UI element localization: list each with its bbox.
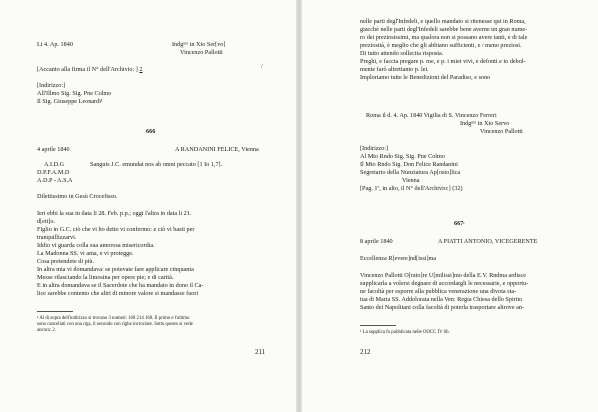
body-line: ne facoltà per esporre alla pubblica venerazione una divota sta- [360, 288, 517, 295]
archive-note [37, 66, 142, 74]
page-number: 212 [360, 348, 371, 356]
archive-note: [Pag. 1ª, in alto, il N° dell'Archivio:] (32) [360, 185, 463, 192]
footnote-marker: ¹ [463, 221, 465, 226]
footnote-line: ¹ Al di sopra dell'indirizzo si trovano 3 numeri: 168 214 168. Il primo e l'ultimo [37, 316, 190, 321]
body-line: Ieri ebbi la sua in data li 28. Feb. p.p.; oggi l'altra in data li 21. [37, 210, 192, 217]
body-line: preziosità, è meglio che gli abbiano sufficienti, e / meno preziosi. [360, 42, 522, 49]
body-line: Messe rilasciando la limosina per opere pie; e di carità. [37, 274, 174, 281]
address-line: Vienna [402, 177, 420, 184]
body-line: Preghi, e faccia pregare p. me, e p. i miei vivi, e defonti e io debol- [360, 58, 526, 65]
letter-number-value: 667 [454, 220, 464, 227]
archive-number: 2 [139, 66, 143, 73]
body-line: Iddio vi guarda colla sua amorosa misericordia. [37, 242, 155, 249]
body-line: nelle parti degl'Infedeli, e quello mandato si ritenesse qui in Roma, [360, 18, 526, 25]
body-line: In altra mia vi domandava: se potevate fare applicare cinquanta [37, 266, 194, 273]
body-line: supplicarla a volersi degnare di accordargli le necessarie, e opportu- [360, 280, 529, 287]
recipient-heading: A RANDANINI FELICE, Vienna [175, 146, 259, 153]
footnote-rule [360, 325, 396, 326]
salutation: Dilettissimo in Gesù Crocefisso. [37, 193, 118, 200]
letter-date: 8 aprile 1840 [360, 238, 393, 245]
heading-initials: A.I.D.G [44, 161, 65, 168]
body-line: Cosa pretendete di più. [37, 258, 95, 265]
closing-line: Roma il d. 4. Ap. 1840 Vigilia di S. Vincenzo Ferreri [366, 112, 497, 119]
footnote-line: ¹ La supplica fu pubblicata nelle OOCC IV 6b. [360, 330, 450, 335]
body-line: Vincenzo Pallotti O[rato]re U[milissi]mo della E.V. Rndma ardisce [360, 272, 527, 279]
heading-initials: D.P.F.A.M.D [37, 169, 70, 176]
signature-name: Vincenzo Pallotti [180, 49, 223, 56]
body-line: ro dei preziosissimi, ma qualora non si possano avere tanti, e di tale [360, 34, 528, 41]
letter-number: 666 [146, 128, 156, 135]
salutation: Eccellenza R[evere]nd[issi]ma [360, 255, 437, 262]
recipient-heading: A PIATTI ANTONIO, VICEGERENTE [438, 238, 538, 245]
body-line: giacchè nelle parti degl'Infedeli sarebbe bene averne un gran nume- [360, 26, 528, 33]
address-line: Segretario della Nunziatura Ap[osto]lica [360, 169, 461, 176]
page-number: 211 [255, 348, 266, 356]
body-line: tua di Maria SS. Addolorata nella Ven: Regia Chiesa dello Spirito [360, 296, 523, 303]
address-line: Al Mto Rndo Sig. Sig. Pne Colmo [360, 153, 445, 160]
body-line: d[ett]o. [37, 218, 56, 225]
heading-text: Sanguis J.C. emundat nos ab omni peccato [1 Io 1,7]. [90, 161, 223, 168]
closing-signature-name: Vincenzo Pallotti [480, 128, 523, 135]
address-line: Il Sig. Giuseppe Leonardi¹ [37, 98, 103, 105]
right-page [302, 0, 598, 412]
body-line: Figlio in G.C. ciò che vi ho detto vi confermo: e ciò vi basti per [37, 226, 195, 233]
body-line: Di tutto attendo sollecita risposta. [360, 50, 444, 57]
body-line: E in altra domandava se il Sacerdote che ha mandato in dono il Ca- [37, 282, 204, 289]
letter-date-header: Li 4. Ap. 1840 [37, 41, 73, 48]
closing-signature-line: Indgᵐᵒ in Xto Servo [460, 120, 510, 127]
address-label: [Indirizzo:] [360, 145, 389, 152]
address-label: [Indirizzo:] [37, 82, 66, 89]
slash-mark: / [261, 64, 263, 70]
body-line: Imploriamo tutte le Benedizioni del Paradiso, e sono [360, 74, 491, 81]
body-line: tranquillizzarvi. [37, 234, 77, 241]
archive-note-text: [Accanto alla firma il N° dell'Archivio: ] [37, 66, 138, 73]
footnote-rule [37, 311, 73, 312]
letter-number [454, 220, 465, 228]
body-line: lice sarebbe contento che altri di minore valore si mandasse fuori [37, 290, 199, 297]
address-line: Il Mto Rndo Sig. Don Felice Randanini [360, 161, 458, 168]
signature-line: Indgᵐᵒ in Xto Ser[vo] [172, 41, 226, 48]
letter-date: 4 aprile 1840 [37, 146, 70, 153]
footnote-line: sono cancellati con una riga, il secondo con righe incrociate. Sotto questo si vede [37, 322, 193, 327]
heading-initials: A.D.P - A.S.A [37, 177, 73, 184]
address-line: All'Illmo Sig. Sig. Pne Colmo [37, 90, 112, 97]
footnote-line: ancora: 2. [37, 328, 56, 333]
body-line: La Madonna SS. vi ama, e vi protegge. [37, 250, 134, 257]
body-line: mente farò altrettanto p. lei. [360, 66, 429, 73]
body-line: Santo dei Napolitani colla facoltà di poterla trasportare altrove an- [360, 304, 525, 311]
left-page [0, 0, 296, 412]
